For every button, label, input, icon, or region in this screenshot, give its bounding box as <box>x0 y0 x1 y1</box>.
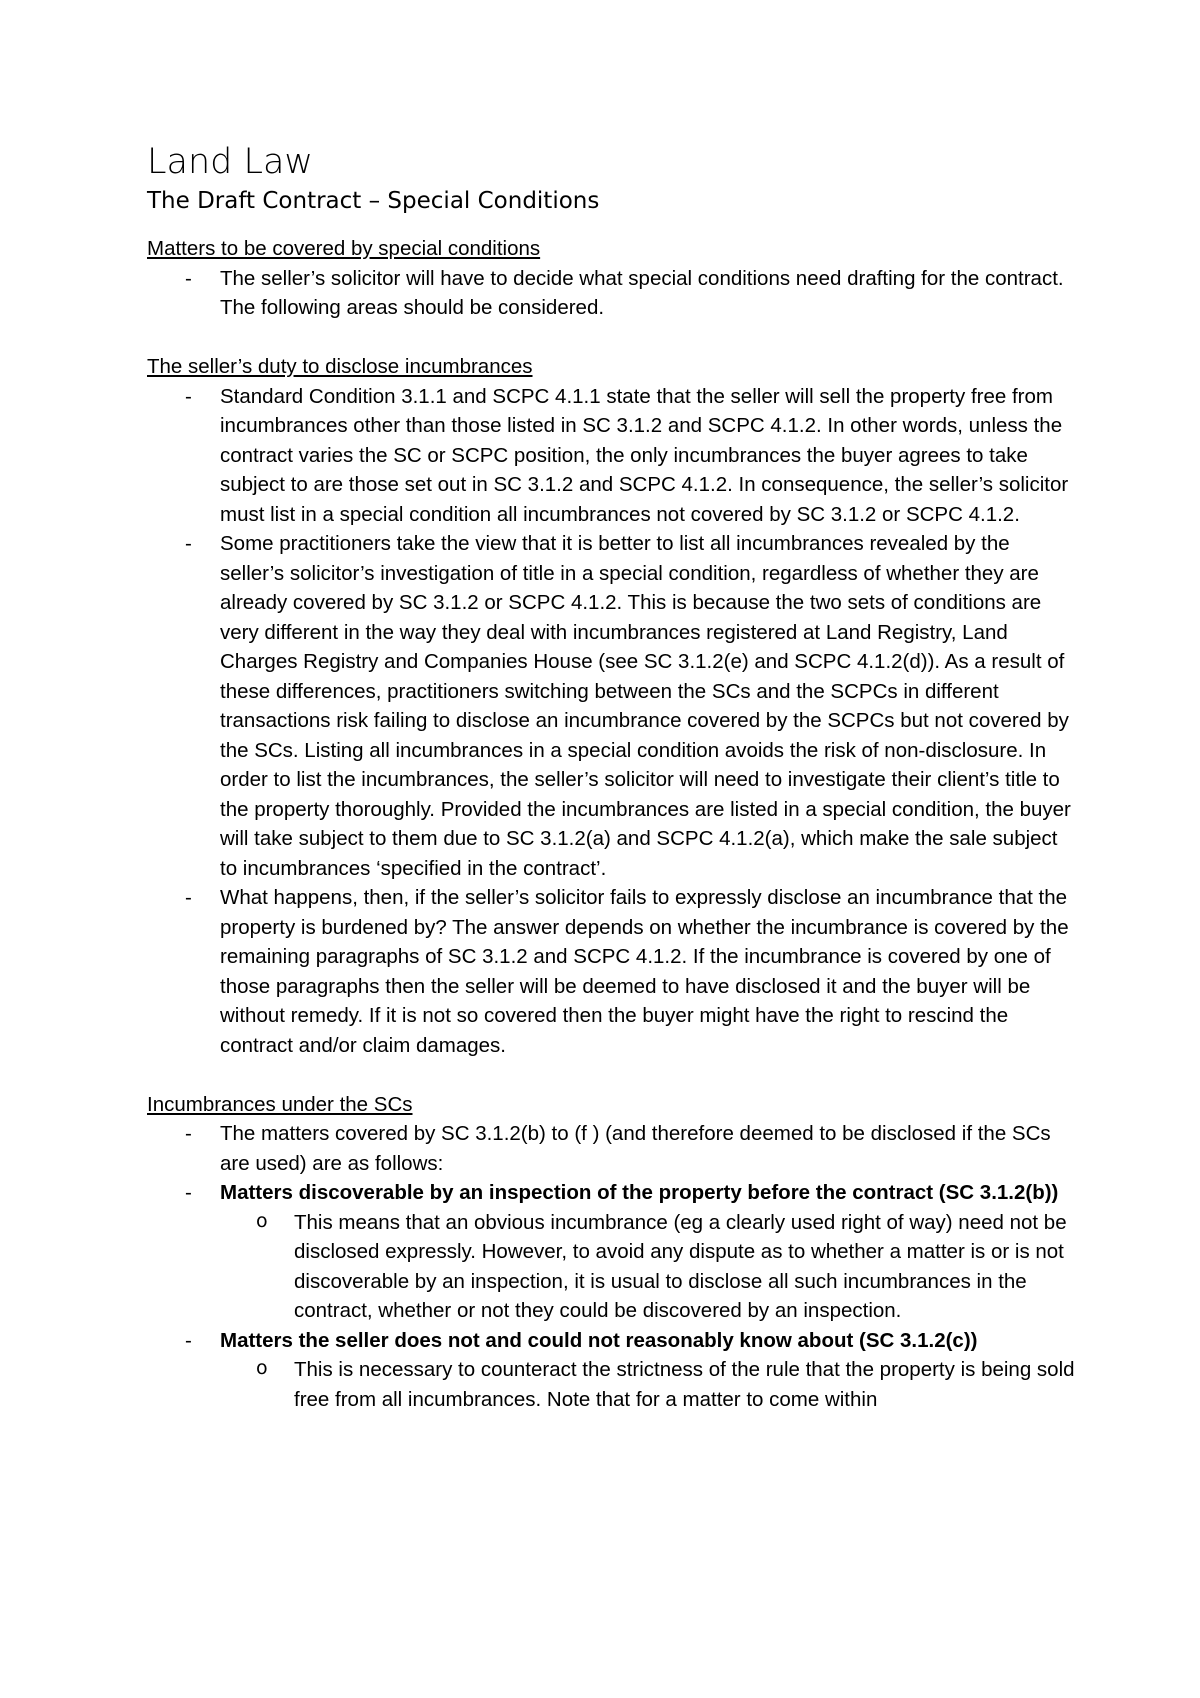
bullet-list <box>147 382 1077 1061</box>
bullet-item: - Standard Condition 3.1.1 and SCPC 4.1.1 state that the seller will sell the property free from incumbrances other than those listed in SC 3.1.2 and SCPC 4.1.2. In other words, unless the contract varies the SC or SCPC position, the only incumbrances the buyer agrees to take subject to are those set out in SC 3.1.2 and SCPC 4.1.2. In consequence, the seller’s solicitor must list in a special condition all incumbrances not covered by SC 3.1.2 or SCPC 4.1.2. <box>147 382 1077 530</box>
bullet-item: - Some practitioners take the view that it is better to list all incumbrances revealed by the seller’s solicitor’s investigation of title in a special condition, regardless of whether they are already covered by SC 3.1.2 or SCPC 4.1.2. This is because the two sets of conditions are very different in the way they deal with incumbrances registered at Land Registry, Land Charges Registry and Companies House (see SC 3.1.2(e) and SCPC 4.1.2(d)). As a result of these differences, practitioners switching between the SCs and the SCPCs in different transactions risk failing to disclose an incumbrance covered by the SCPCs but not covered by the SCs. Listing all incumbrances in a special condition avoids the risk of non-disclosure. In order to list the incumbrances, the seller’s solicitor will need to investigate their client’s title to the property thoroughly. Provided the incumbrances are listed in a special condition, the buyer will take subject to them due to SC 3.1.2(a) and SCPC 4.1.2(a), which make the sale subject to incumbrances ‘specified in the contract’. <box>147 529 1077 883</box>
bullet-list <box>147 264 1077 323</box>
bullet-item: - The seller’s solicitor will have to decide what special conditions need drafting for the contract. The following areas should be considered. <box>147 264 1077 323</box>
bullet-item: - What happens, then, if the seller’s solicitor fails to expressly disclose an incumbrance that the property is burdened by? The answer depends on whether the incumbrance is covered by the remaining paragraphs of SC 3.1.2 and SCPC 4.1.2. If the incumbrance is covered by one of those paragraphs then the seller will be deemed to have disclosed it and the buyer will be without remedy. If it is not so covered then the buyer might have the right to rescind the contract and/or claim damages. <box>147 883 1077 1060</box>
sub-bullet-list <box>220 1208 1077 1326</box>
section-heading: Matters to be covered by special conditions <box>147 237 541 260</box>
section-incumbrances-under-scs <box>147 1090 1077 1415</box>
document-subtitle: The Draft Contract – Special Conditions <box>147 188 600 214</box>
section-heading: The seller’s duty to disclose incumbrances <box>147 355 533 378</box>
document-content <box>147 140 1077 1414</box>
bullet-list <box>147 1119 1077 1414</box>
bullet-item-bold-label: - Matters the seller does not and could not reasonably know about (SC 3.1.2(c)) <box>220 1328 978 1352</box>
section-heading: Incumbrances under the SCs <box>147 1092 413 1116</box>
bullet-item: - The matters covered by SC 3.1.2(b) to (f ) (and therefore deemed to be disclosed if the SCs are used) are as follows: <box>147 1119 1077 1178</box>
section-matters <box>147 234 1077 323</box>
bullet-item <box>147 1178 1077 1326</box>
bullet-item <box>147 1326 1077 1415</box>
sub-bullet-item: o This is necessary to counteract the strictness of the rule that the property is being sold free from all incumbrances. Note that for a matter to come within <box>219 1355 1077 1414</box>
sub-bullet-list <box>220 1355 1077 1414</box>
bullet-item-bold-label: - Matters discoverable by an inspection of the property before the contract (SC 3.1.2(b)) <box>220 1181 1059 1204</box>
sub-bullet-item: o This means that an obvious incumbrance (eg a clearly used right of way) need not be disclosed expressly. However, to avoid any dispute as to whether a matter is or is not discoverable by an inspection, it is usual to disclose all such incumbrances in the contract, whether or not they could be discovered by an inspection. <box>219 1208 1077 1326</box>
document-title: Land Law <box>147 142 314 182</box>
section-duty-to-disclose <box>147 352 1077 1060</box>
